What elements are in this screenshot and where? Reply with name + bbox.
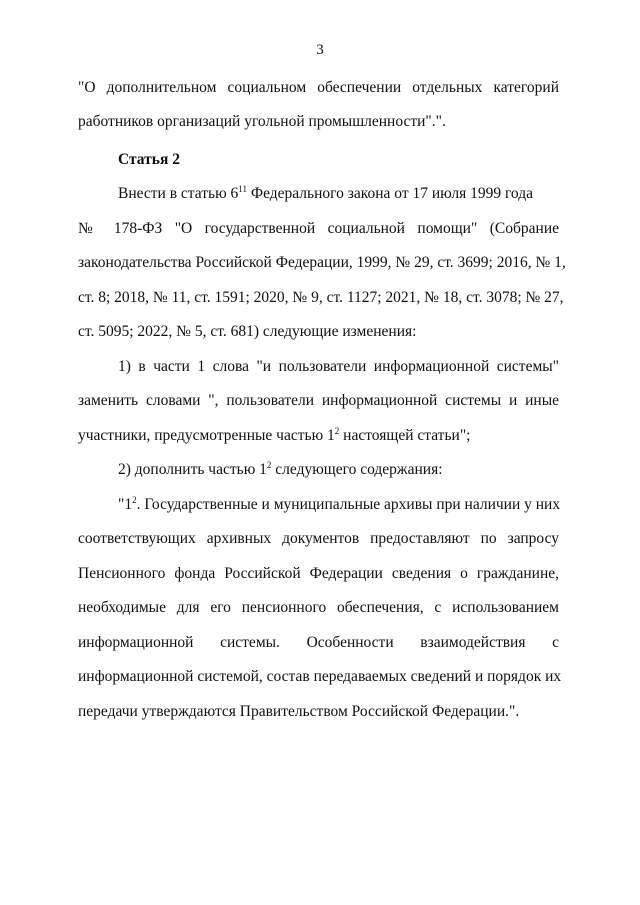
article-heading: Статья 2 <box>118 151 180 168</box>
text-line: № 178-ФЗ "О государственной социальной помощи" (Собрание <box>78 220 559 237</box>
text-line <box>118 495 559 515</box>
text-line: работников организаций угольной промышленности".". <box>78 113 446 130</box>
text-span: участники, предусмотренные частью 1 <box>78 427 335 444</box>
text-line: соответствующих архивных документов предоставляют по запросу <box>78 530 559 547</box>
text-span: Федерального закона от 17 июля 1999 года <box>246 185 533 202</box>
superscript: 11 <box>238 184 247 194</box>
text-line: необходимые для его пенсионного обеспечения, с использованием <box>78 599 559 616</box>
text-span: следующего содержания: <box>271 461 443 478</box>
text-line: Пенсионного фонда Российской Федерации сведения о гражданине, <box>78 565 559 582</box>
superscript: 2 <box>132 495 137 505</box>
text-line: передачи утверждаются Правительством Российской Федерации.". <box>78 703 520 720</box>
superscript: 2 <box>334 426 340 436</box>
text-line: ст. 8; 2018, № 11, ст. 1591; 2020, № 9, ст. 1127; 2021, № 18, ст. 3078; № 27, <box>78 289 564 306</box>
text-span: 2) дополнить частью 1 <box>118 461 267 478</box>
text-line <box>118 184 559 204</box>
text-span: . Государственные и муниципальные архивы при наличии у них <box>136 496 561 513</box>
text-line <box>78 426 559 446</box>
page-number: 3 <box>316 42 324 58</box>
text-span: Внести в статью 6 <box>118 185 239 202</box>
text-line: заменить словами ", пользователи информационной системы и иные <box>78 392 559 409</box>
text-line: информационной системой, состав передаваемых сведений и порядок их <box>78 668 562 685</box>
text-line: "О дополнительном социальном обеспечении отдельных категорий <box>78 79 559 96</box>
superscript: 2 <box>266 460 272 470</box>
text-span: "1 <box>118 496 133 513</box>
text-line: ст. 5095; 2022, № 5, ст. 681) следующие изменения: <box>78 323 417 340</box>
text-line: 1) в части 1 слова "и пользователи информационной системы" <box>118 358 559 375</box>
text-line: информационной системы. Особенности взаимодействия с <box>78 634 559 651</box>
text-line: законодательства Российской Федерации, 1999, № 29, ст. 3699; 2016, № 1, <box>78 254 566 271</box>
text-span: настоящей статьи"; <box>339 427 471 444</box>
text-line <box>118 460 559 480</box>
